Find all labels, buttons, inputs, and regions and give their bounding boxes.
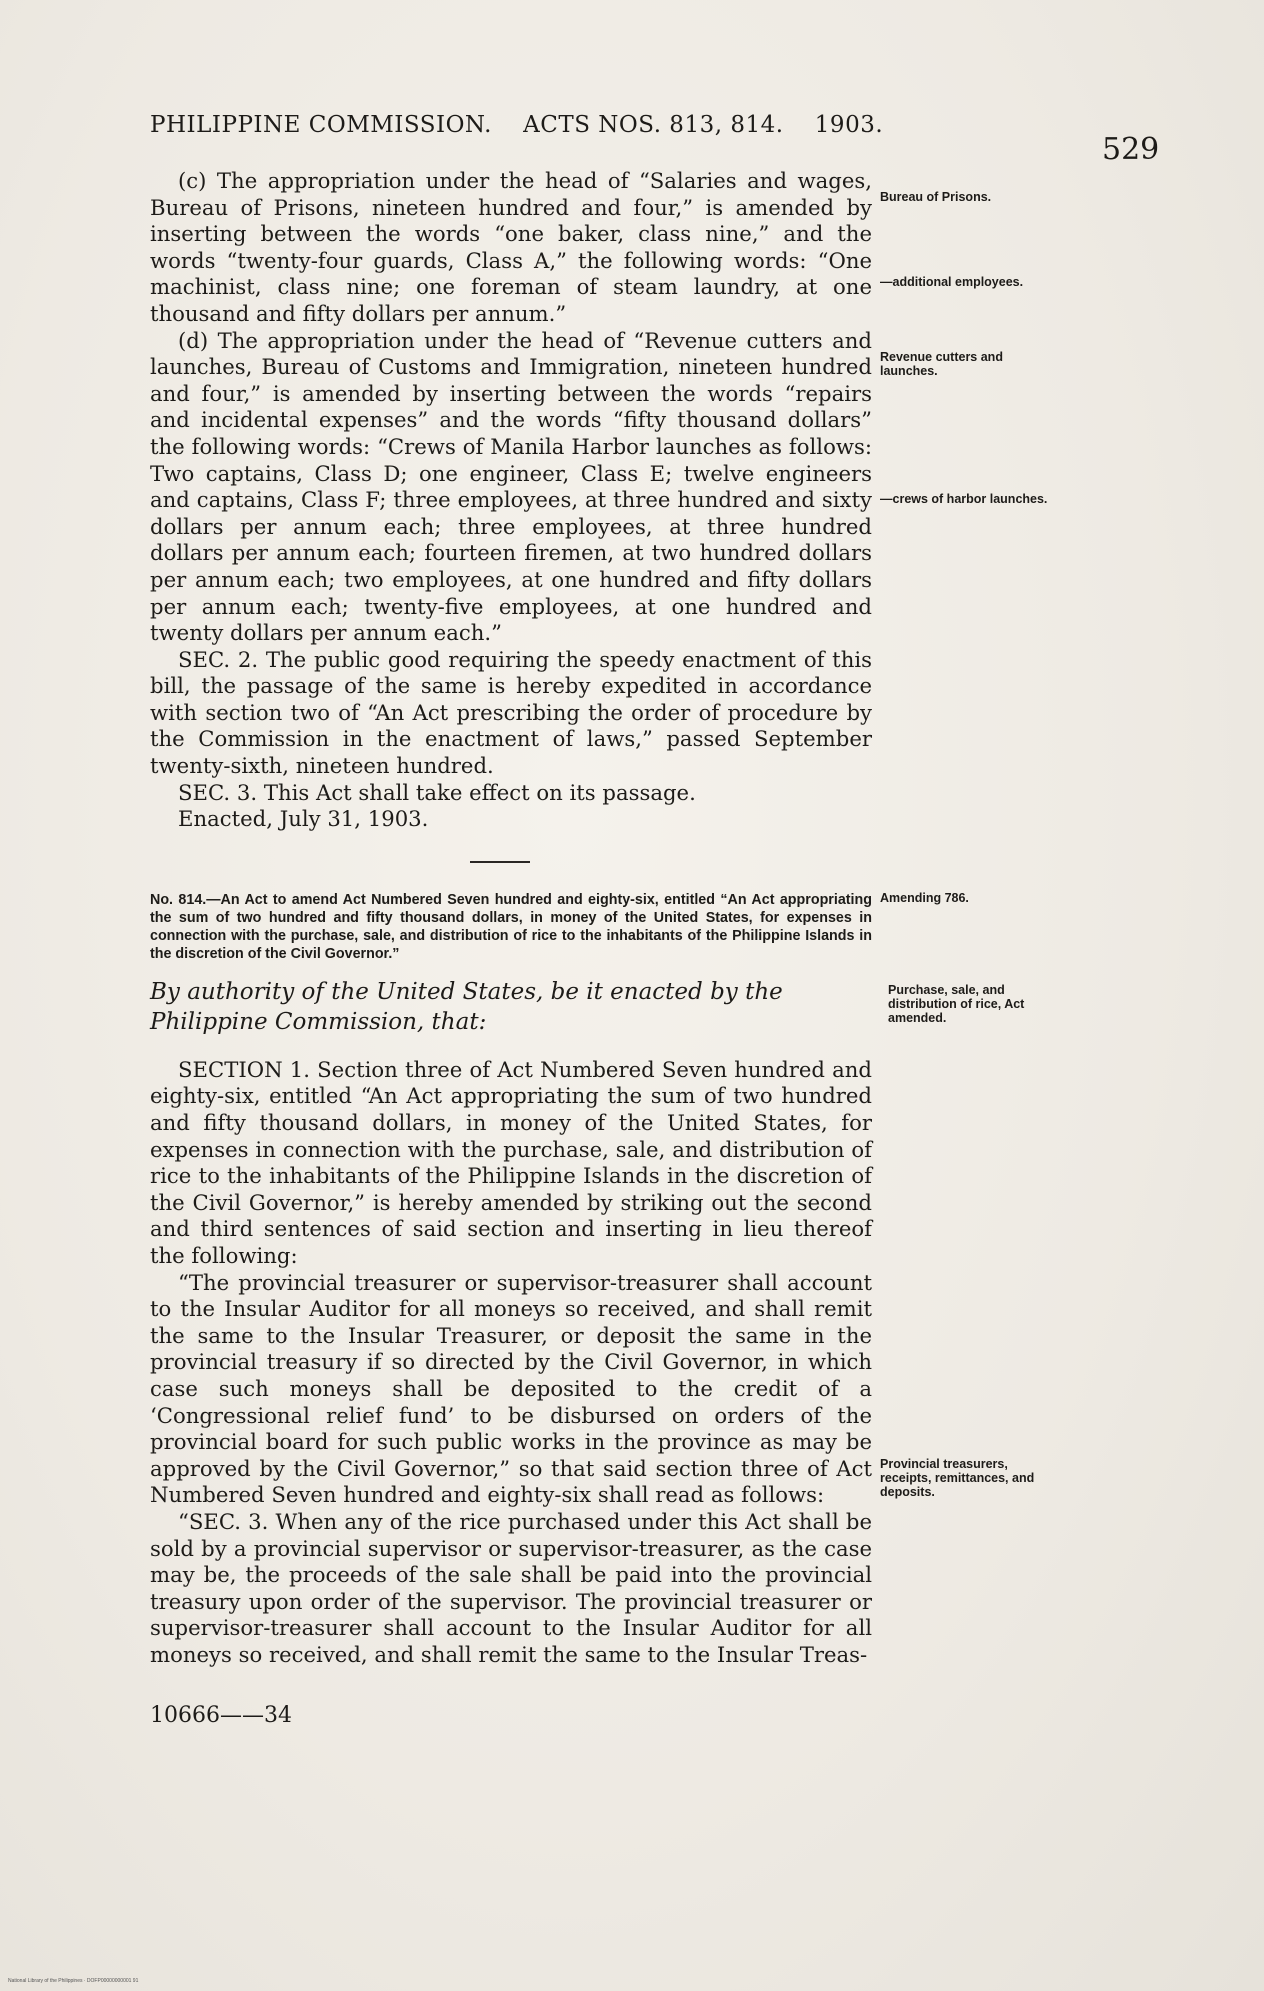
margin-note-bureau-of-prisons: Bureau of Prisons. [880,190,992,204]
paragraph-sec2: SEC. 2. The public good requiring the speedy enactment of this bill, the passage of the same is hereby expedited in accordance with section two of “An Act prescribing the order of procedure by the Commission in the enactment of laws,” passed September twenty-sixth, nineteen hundred. [150,646,872,779]
paragraph-d: (d) The appropriation under the head of “Revenue cutters and launches, Bureau of Customs and Immigration, nineteen hundred and four,” is amended by inserting between the words “repairs and incidental expenses” and the words “fifty thousand dollars” the following words: “Crews of Manila Harbor launches as follows: Two captains, Class D; one engineer, Class E; twelve engineers and captains, Class F; three employees, at three hundred and sixty dollars per annum each; three employees, at three hundred dollars per annum each; fourteen firemen, at two hundred dollars per annum each; two employees, at one hundred and fifty dollars per annum each; twenty-five employees, at one hundred and twenty dollars per annum each.” [150,327,872,646]
scan-watermark: National Library of the Philippines · DOFP00000000001 91 [8,1978,139,1984]
margin-note-amending: Amending 786. [880,890,969,905]
margin-note-crews: —crews of harbor launches. [880,492,1048,506]
signature-mark: 10666——34 [150,1703,292,1728]
paragraph-c: (c) The appropriation under the head of “Salaries and wages, Bureau of Prisons, nineteen hundred and four,” is amended by inserting between the words “one baker, class nine,” and the words “twenty-four guards, Class A,” the following words: “One machinist, class nine; one foreman of steam laundry, at one thousand and fifty dollars per annum.” [150,168,872,326]
running-header [150,112,1150,138]
act-814-body [150,1057,1250,1669]
header-commission: PHILIPPINE COMMISSION. [150,112,492,138]
margin-note-provincial: Provincial treasurers, receipts, remittances, and deposits. [880,1456,1035,1499]
act-814-title: No. 814.—An Act to amend Act Numbered Seven hundred and eighty-six, entitled “An Act appropriating the sum of two hundred and fifty thousand dollars, in money of the United States, for expenses in connection with the purchase, sale, and distribution of rice to the inhabitants of the Philippine Islands in the discretion of the Civil Governor.” [150,891,872,962]
section-813-continued [150,168,1250,833]
quote-2: “SEC. 3. When any of the rice purchased under this Act shall be sold by a provincial supervisor or supervisor-treasurer, as the case may be, the proceeds of the sale shall be paid into the provincial treasury upon order of the supervisor. The provincial treasurer or supervisor-treasurer shall account to the Insular Auditor for all moneys so received, and shall remit the same to the Insular Treas- [150,1508,872,1667]
page-body [150,168,1250,1669]
act-814-heading [150,891,1250,963]
page-number: 529 [1102,132,1160,167]
margin-note-additional-employees: —additional employees. [880,275,1024,289]
paragraph-sec3: SEC. 3. This Act shall take effect on its passage. [178,779,696,805]
header-acts: ACTS NOS. 813, 814. [523,112,784,138]
enacted-date: Enacted, July 31, 1903. [178,806,429,832]
header-year: 1903. [814,112,884,138]
act-814-enacting [150,977,1250,1037]
quote-1: “The provincial treasurer or supervisor-treasurer shall account to the Insular Auditor for all moneys so received, and shall remit the same to the Insular Treasurer, or deposit the same in the provincial treasury if so directed by the Civil Governor, in which case such moneys shall be deposited to the credit of a ‘Congressional relief fund’ to be disbursed on orders of the provincial board for such public works in the province as may be approved by the Civil Governor,” so that said section three of Act Numbered Seven hundred and eighty-six shall read as follows: [150,1269,872,1508]
margin-note-revenue-cutters: Revenue cutters and launches. [880,350,1003,378]
section-1: SECTION 1. Section three of Act Numbered Seven hundred and eighty-six, entitled “An Act appropriating the sum of two hundred and fifty thousand dollars, in money of the United States, for expenses in connection with the purchase, sale, and distribution of rice to the inhabitants of the Philippine Islands in the discretion of the Civil Governor,” is hereby amended by striking out the second and third sentences of said section and inserting in lieu thereof the following: [150,1056,872,1268]
margin-note-purchase: Purchase, sale, and distribution of rice, Act amended. [888,982,1025,1025]
section-divider [470,861,530,863]
enacting-clause: By authority of the United States, be it enacted by the Philippine Commission, that: [150,978,783,1035]
